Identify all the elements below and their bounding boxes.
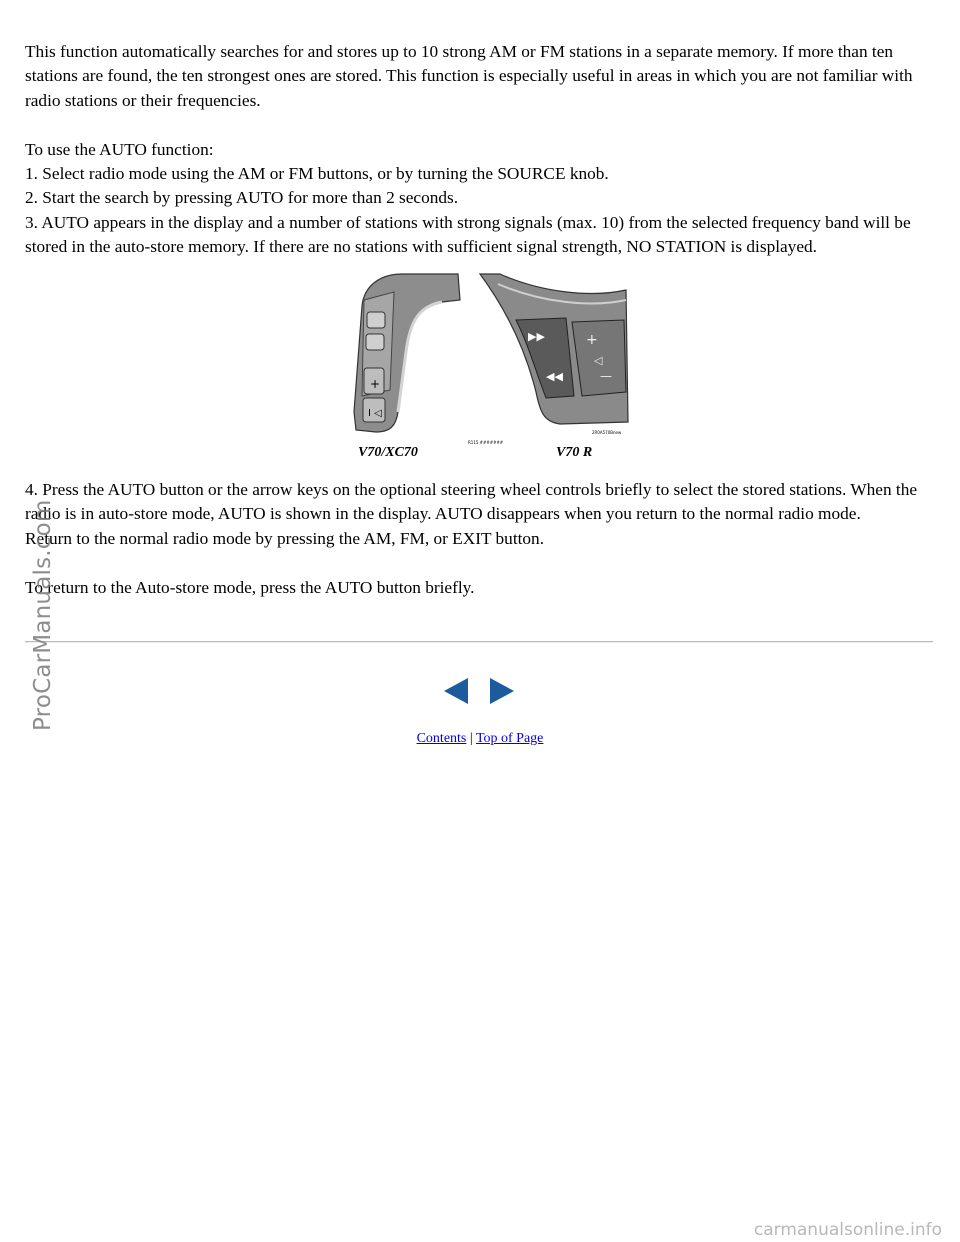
arrow-right-icon[interactable] [490,678,514,704]
svg-text:▶▶: ▶▶ [528,330,545,343]
steps-heading: To use the AUTO function: [25,139,214,159]
svg-text:◀◀: ◀◀ [546,370,563,383]
svg-text:—: — [600,369,612,383]
svg-text:I ◁: I ◁ [368,408,382,419]
steering-wheel-controls-figure [350,272,635,458]
arrow-left-icon[interactable] [444,678,468,704]
footer-links [0,731,960,747]
step-3: 3. AUTO appears in the display and a number of stations with strong signals (max. 10) from the selected frequency band will be stored in the auto-store memory. If there are no stations with sufficient signal strength, NO STATION is displayed. [25,212,911,257]
step-1: 1. Select radio mode using the AM or FM buttons, or by turning the SOURCE knob. [25,164,609,184]
return-auto-text: To return to the Auto-store mode, press the AUTO button briefly. [25,577,475,597]
right-figure-caption: V70 R [556,445,593,458]
side-watermark: ProCarManuals.com [30,499,56,731]
right-figure-code: 2R0A570Bnew [592,430,622,435]
divider [25,641,933,643]
top-of-page-link[interactable]: Top of Page [475,731,544,746]
manual-text [25,40,940,260]
footer-watermark: carmanualsonline.info [753,1220,942,1240]
page-navigation [440,678,520,704]
step-4: 4. Press the AUTO button or the arrow keys on the optional steering wheel controls briefly to select the stored stations. When the radio is in auto-store mode, AUTO is shown in the display. AUTO disappears when you return to the normal radio mode. [25,480,918,524]
svg-text:+: + [370,377,381,391]
link-separator: | [469,731,473,746]
svg-text:◁: ◁ [594,354,603,367]
step-2: 2. Start the search by pressing AUTO for more than 2 seconds. [25,188,459,208]
v70-xc70-controls-illustration [354,274,460,432]
return-normal-text: Return to the normal radio mode by pressing the AM, FM, or EXIT button. [25,528,545,548]
left-figure-code: R115 ####### [468,440,504,445]
contents-link[interactable]: Contents [416,731,467,746]
left-figure-caption: V70/XC70 [358,445,418,458]
manual-text-continued [25,478,940,600]
svg-text:+: + [586,332,598,348]
v70r-controls-illustration [480,274,628,424]
intro-paragraph: This function automatically searches for and stores up to 10 strong AM or FM stations in a separate memory. If more than ten stations are found, the ten strongest ones are stored. This function is especially useful in areas in which you are not familiar with radio stations or their frequencies. [25,42,913,110]
